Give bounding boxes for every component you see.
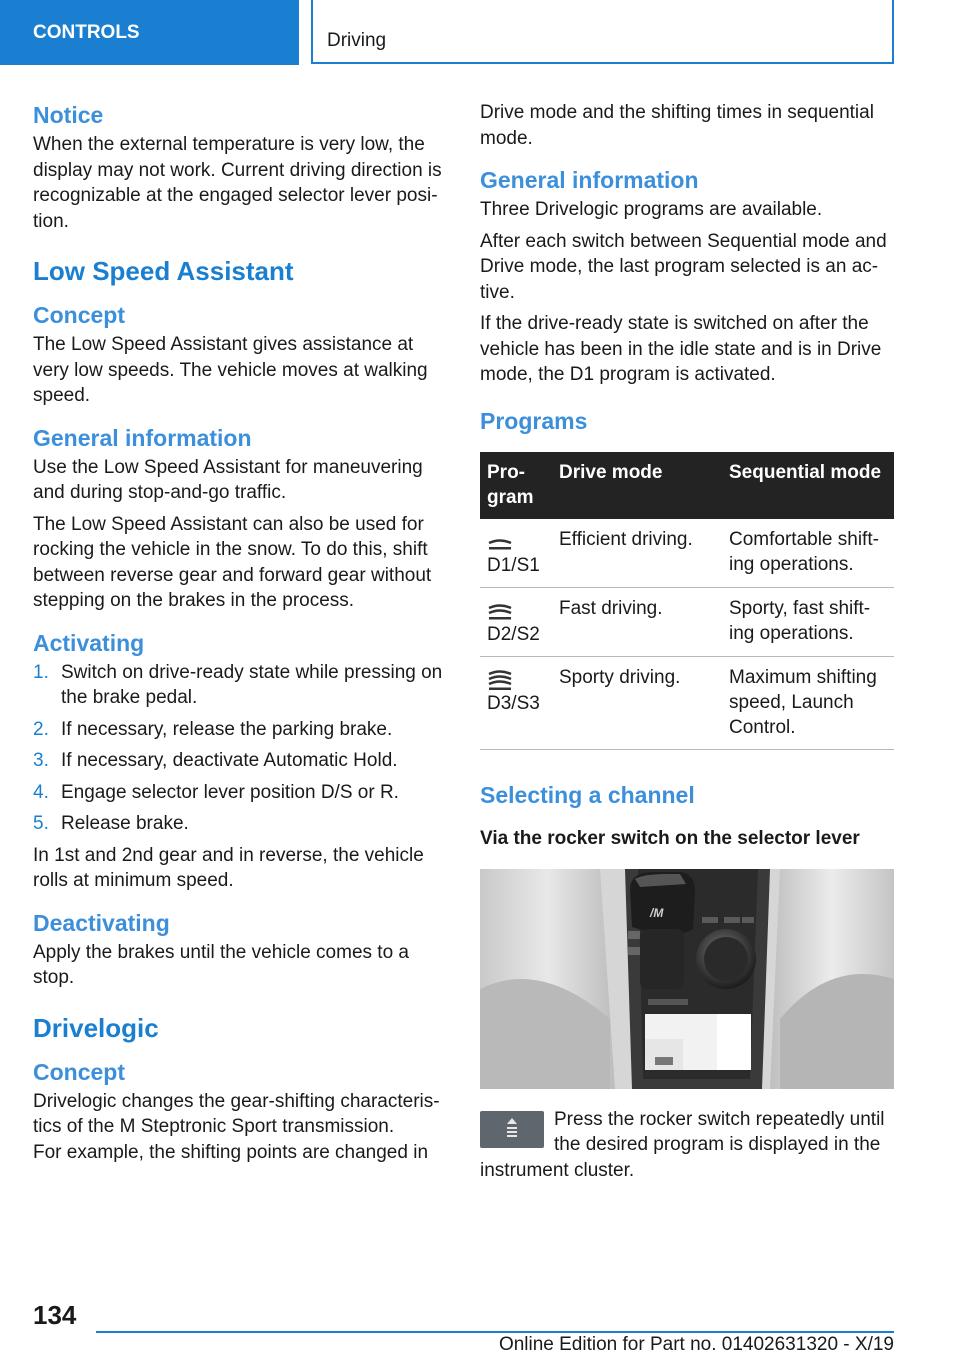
programs-heading: Programs <box>480 407 588 434</box>
concept-text: The Low Speed Assistant gives assistance at very low speeds. The vehicle moves at walking speed. <box>33 334 428 406</box>
step-text: Release brake. <box>61 813 189 834</box>
step-item <box>33 780 447 806</box>
page-number: 134 <box>33 1300 77 1330</box>
drivelogic-concept-text: For example, the shifting points are changed in <box>33 1141 429 1163</box>
deactivating-heading: Deactivating <box>33 909 170 936</box>
general-paragraph: The Low Speed Assistant can also be used for rocking the vehicle in the snow. To do this, shift between reverse gear and forward gear without stepping on the brakes in the process. <box>33 513 432 611</box>
activating-note: In 1st and 2nd gear and in reverse, the vehicle rolls at minimum speed. <box>33 844 424 891</box>
left-column <box>33 100 447 1171</box>
table-row <box>480 656 894 749</box>
selector-lever-illustration <box>480 869 894 1089</box>
step-text: If necessary, release the parking brake. <box>61 718 393 740</box>
step-text: Switch on drive-ready state while pressing on the brake pedal. <box>61 661 443 708</box>
step-number: 3. <box>33 750 49 771</box>
table-header-row <box>480 452 894 519</box>
step-number: 2. <box>33 718 49 740</box>
program-cell <box>480 656 552 749</box>
sequential-mode-cell: Comfortable shift-ing operations. <box>722 519 894 588</box>
column-header: Sequential mode <box>722 452 894 519</box>
continued-text: Drive mode and the shifting times in sequential mode. <box>480 102 874 149</box>
general-paragraph: If the drive-ready state is switched on after the vehicle has been in the idle state and is in Drive mode, the D1 program is activated. <box>480 313 882 385</box>
selecting-channel-heading: Selecting a channel <box>480 781 695 808</box>
rocker-instruction <box>480 1107 894 1184</box>
general-information-heading: General information <box>480 167 699 193</box>
column-header: Drive mode <box>552 452 722 519</box>
programs-table <box>480 452 894 750</box>
general-paragraph: Use the Low Speed Assistant for maneuvering and during stop-and-go traffic. <box>33 456 423 503</box>
deactivating-text: Apply the brakes until the vehicle comes to a stop. <box>33 941 409 988</box>
general-paragraph: After each switch between Sequential mode and Drive mode, the last program selected is an ac-tive. <box>480 230 887 303</box>
drive-mode-cell: Efficient driving. <box>552 519 722 588</box>
sequential-mode-cell: Sporty, fast shift-ing operations. <box>722 587 894 656</box>
concept-heading: Concept <box>33 302 125 328</box>
right-column <box>480 100 894 1189</box>
drivelogic-concept-text: Drivelogic changes the gear-shifting characteris-tics of the M Steptronic Sport transmission. <box>33 1090 440 1137</box>
selector-lever-photo <box>480 869 894 1089</box>
drive-mode-cell: Sporty driving. <box>552 656 722 749</box>
activating-steps <box>33 660 447 837</box>
step-number: 5. <box>33 813 49 834</box>
drivelogic-concept-heading: Concept <box>33 1058 125 1085</box>
drivelogic-heading: Drivelogic <box>33 1012 159 1043</box>
step-item <box>33 660 447 711</box>
svg-text:/M: /M <box>650 905 664 920</box>
step-text: Engage selector lever position D/S or R. <box>61 781 399 803</box>
step-item <box>33 811 447 837</box>
step-item <box>33 748 447 774</box>
program-label: D2/S2 <box>487 623 540 645</box>
notice-text: When the external temperature is very low, the display may not work. Current driving direction is recognizable at the engaged selector lever posi-tion. <box>33 134 442 232</box>
footer-divider <box>96 1331 894 1333</box>
drivelogic-3-icon <box>487 669 513 691</box>
step-item <box>33 717 447 743</box>
drivelogic-1-icon <box>487 531 513 553</box>
general-information-heading: General information <box>33 424 252 451</box>
program-cell <box>480 519 552 588</box>
column-header: Pro-gram <box>480 452 552 519</box>
program-label: D1/S1 <box>487 554 540 576</box>
section-tab: CONTROLS <box>0 0 299 65</box>
notice-heading: Notice <box>33 102 104 128</box>
step-number: 1. <box>33 661 49 683</box>
drive-mode-cell: Fast driving. <box>552 587 722 656</box>
chapter-title: Driving <box>311 0 894 64</box>
table-row <box>480 519 894 588</box>
low-speed-assistant-heading: Low Speed Assistant <box>33 256 294 286</box>
step-number: 4. <box>33 781 49 803</box>
drivelogic-2-icon <box>487 600 513 622</box>
rocker-instruction-text: Press the rocker switch repeatedly until the desired program is displayed in the instrument cluster. <box>480 1108 885 1181</box>
sequential-mode-cell: Maximum shifting speed, Launch Control. <box>722 656 894 749</box>
step-text: If necessary, deactivate Automatic Hold. <box>61 750 398 771</box>
rocker-switch-icon <box>480 1111 544 1148</box>
activating-heading: Activating <box>33 629 145 656</box>
general-paragraph: Three Drivelogic programs are available. <box>480 199 823 220</box>
program-cell <box>480 587 552 656</box>
edition-footer: Online Edition for Part no. 01402631320 - X/19 <box>498 1334 894 1355</box>
rocker-switch-subheading: Via the rocker switch on the selector lever <box>480 827 860 849</box>
program-label: D3/S3 <box>487 692 540 714</box>
table-row <box>480 587 894 656</box>
